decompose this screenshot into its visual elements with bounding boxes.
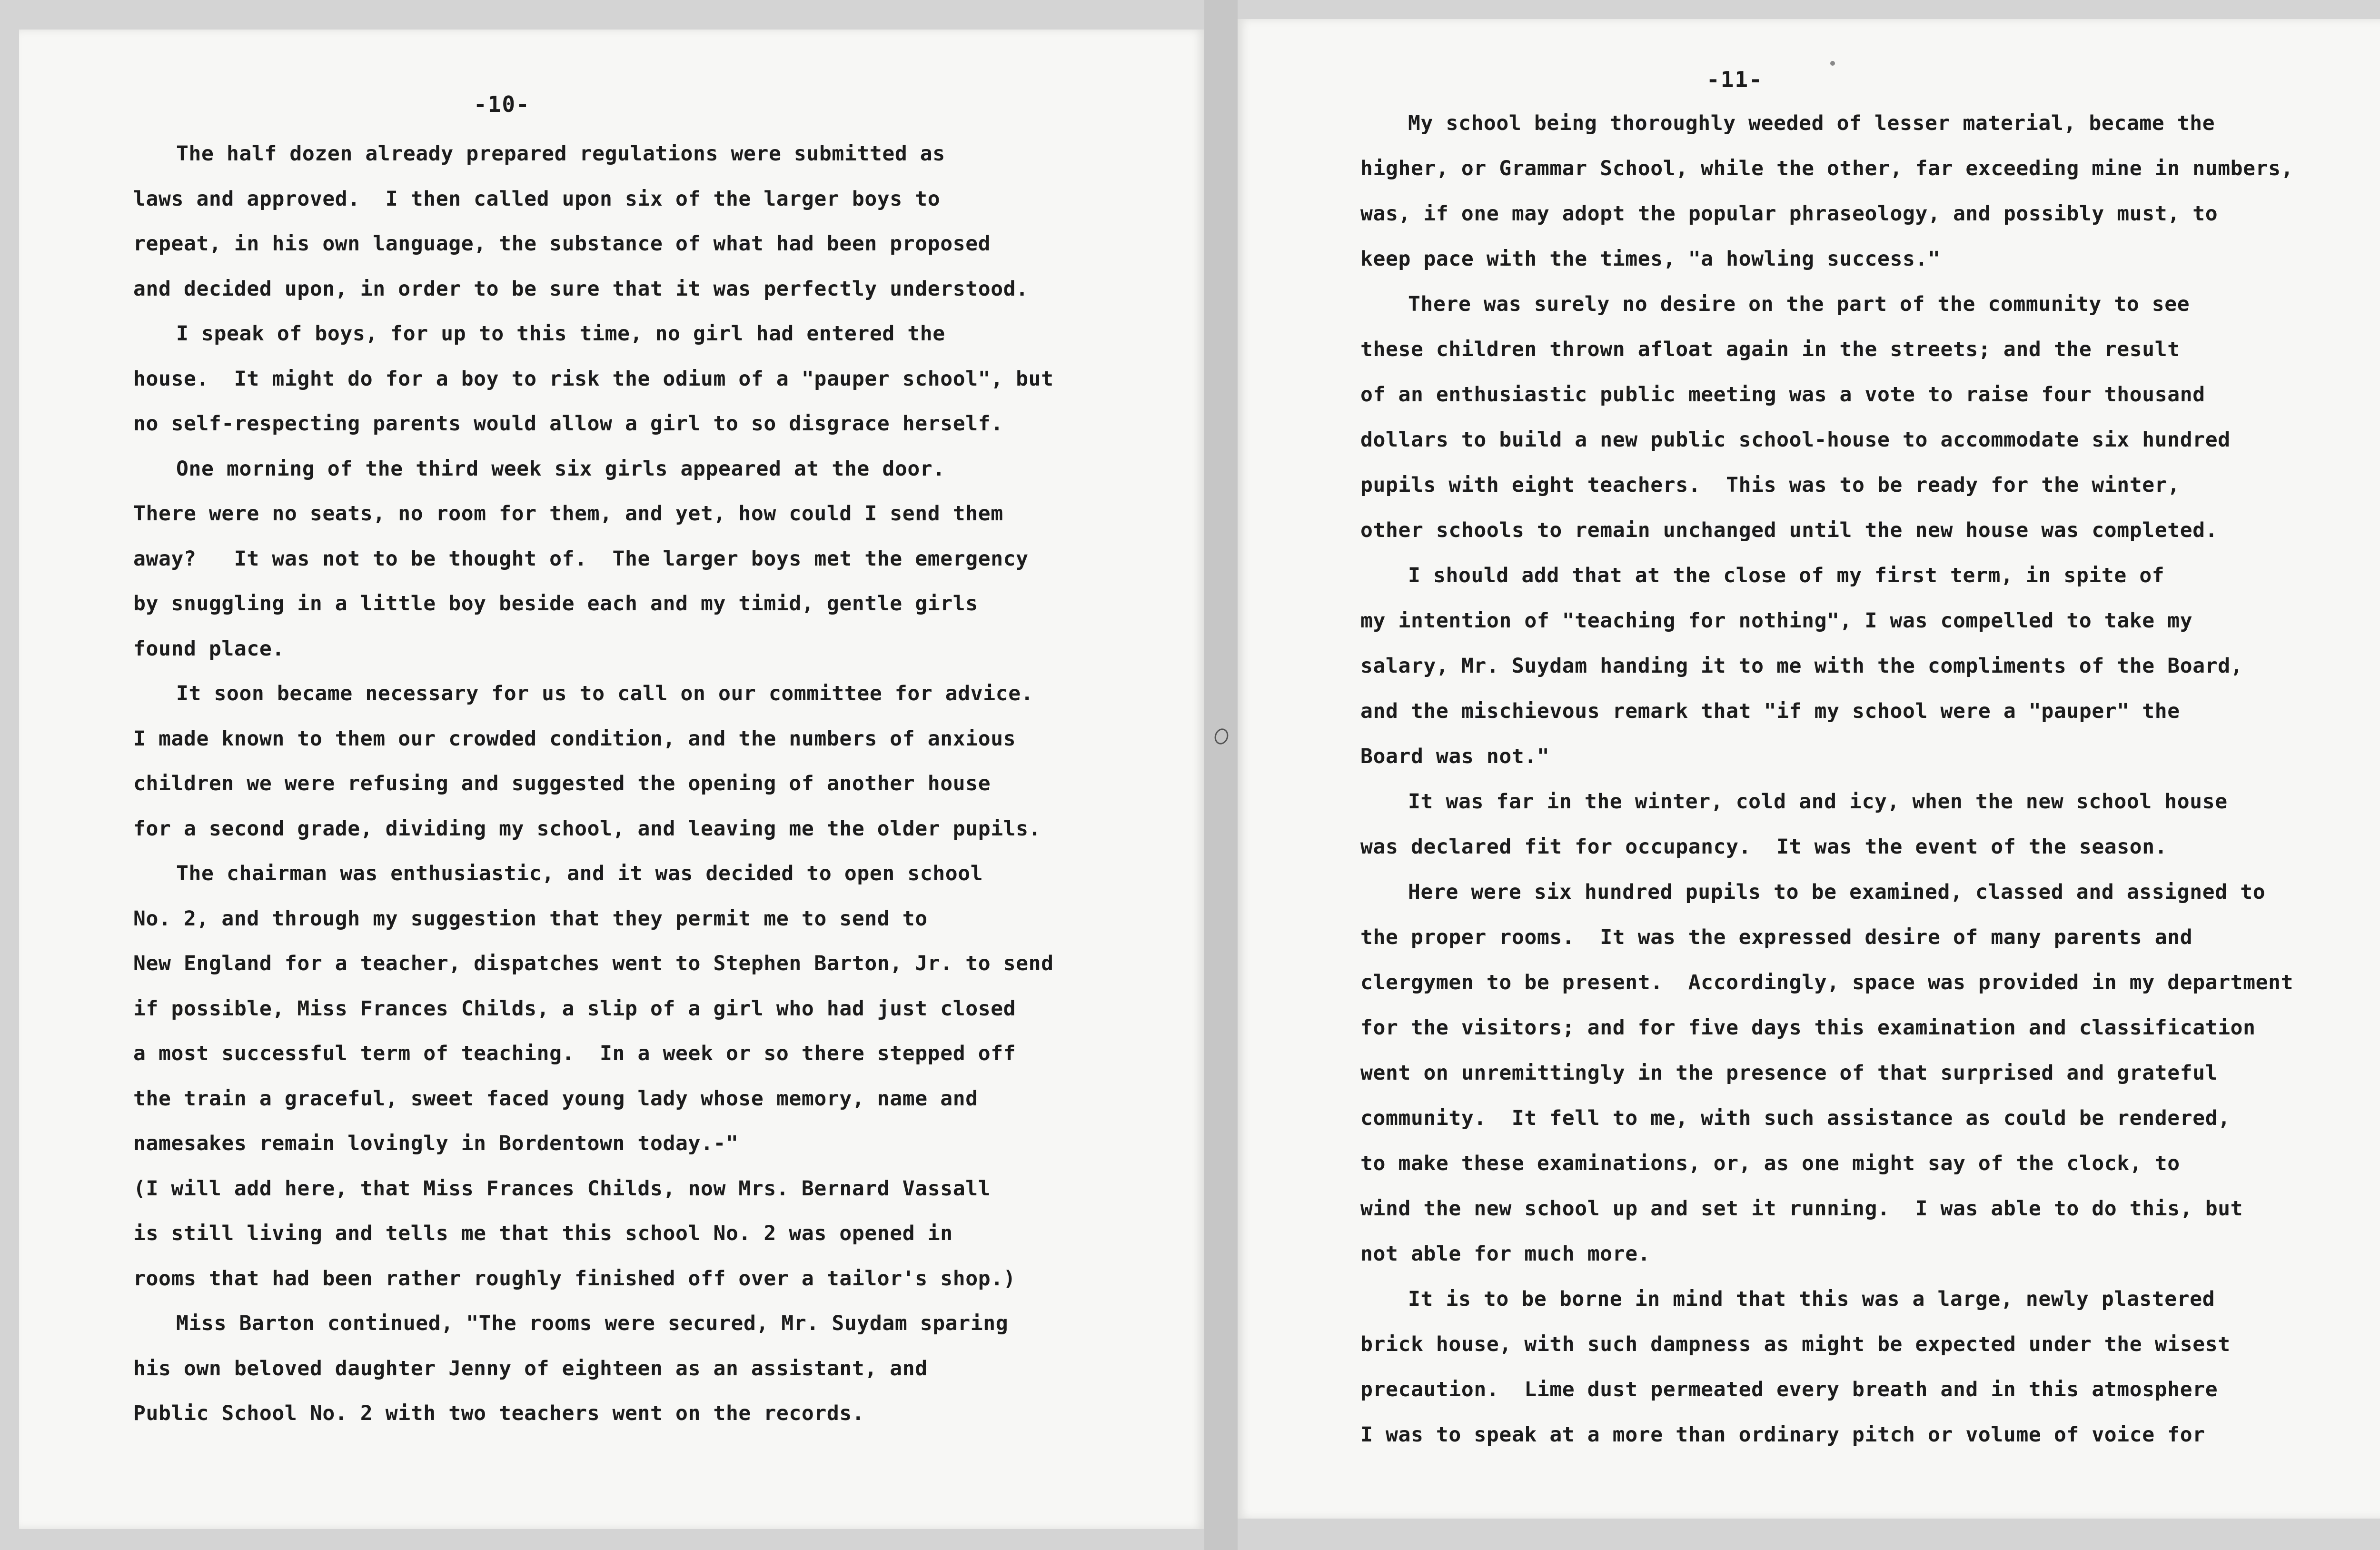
- text-line: is still living and tells me that this school No. 2 was opened in: [133, 1222, 953, 1245]
- text-line: these children thrown afloat again in the streets; and the result: [1360, 338, 2180, 361]
- text-line: other schools to remain unchanged until the new house was completed.: [1360, 518, 2218, 542]
- book-gutter: [1204, 0, 1238, 1550]
- text-line: pupils with eight teachers. This was to be ready for the winter,: [1360, 473, 2180, 497]
- text-line: and decided upon, in order to be sure that it was perfectly understood.: [133, 277, 1029, 301]
- text-line: for a second grade, dividing my school, and leaving me the older pupils.: [133, 816, 1041, 841]
- text-line: The chairman was enthusiastic, and it was decided to open school: [176, 862, 983, 885]
- text-line: was, if one may adopt the popular phraseology, and possibly must, to: [1360, 202, 2218, 226]
- text-line: I was to speak at a more than ordinary pitch or volume of voice for: [1360, 1423, 2205, 1447]
- text-line: away? It was not to be thought of. The larger boys met the emergency: [133, 546, 1029, 571]
- text-line: Here were six hundred pupils to be examined, classed and assigned to: [1408, 880, 2266, 904]
- text-line: My school being thoroughly weeded of lesser material, became the: [1408, 111, 2215, 135]
- text-line: dollars to build a new public school-house to accommodate six hundred: [1360, 428, 2231, 452]
- text-line: It soon became necessary for us to call on our committee for advice.: [176, 682, 1034, 705]
- text-line: No. 2, and through my suggestion that they permit me to send to: [133, 906, 928, 931]
- text-line: wind the new school up and set it running. I was able to do this, but: [1360, 1197, 2243, 1221]
- paper-speck: [1830, 61, 1835, 66]
- text-line: namesakes remain lovingly in Bordentown today.-": [133, 1132, 739, 1155]
- text-line: to make these examinations, or, as one might say of the clock, to: [1360, 1152, 2180, 1175]
- text-line: not able for much more.: [1360, 1242, 1651, 1266]
- left-page: [19, 30, 1204, 1529]
- text-line: One morning of the third week six girls appeared at the door.: [176, 457, 945, 481]
- text-line: The half dozen already prepared regulations were submitted as: [176, 142, 945, 166]
- right-page: [1238, 19, 2380, 1519]
- text-line: (I will add here, that Miss Frances Childs, now Mrs. Bernard Vassall: [133, 1176, 991, 1201]
- text-line: There was surely no desire on the part of the community to see: [1408, 292, 2190, 316]
- text-line: salary, Mr. Suydam handing it to me with the compliments of the Board,: [1360, 654, 2243, 678]
- text-line: of an enthusiastic public meeting was a vote to raise four thousand: [1360, 383, 2205, 407]
- text-line: repeat, in his own language, the substance of what had been proposed: [133, 232, 991, 256]
- text-line: Public School No. 2 with two teachers went on the records.: [133, 1401, 865, 1425]
- text-line: was declared fit for occupancy. It was the event of the season.: [1360, 835, 2168, 859]
- text-line: my intention of "teaching for nothing", I was compelled to take my: [1360, 609, 2193, 633]
- text-line: Miss Barton continued, "The rooms were secured, Mr. Suydam sparing: [176, 1312, 1009, 1335]
- text-line: I speak of boys, for up to this time, no girl had entered the: [176, 322, 945, 346]
- text-line: It is to be borne in mind that this was a large, newly plastered: [1408, 1287, 2215, 1311]
- text-line: I made known to them our crowded condition, and the numbers of anxious: [133, 726, 1016, 751]
- text-line: the proper rooms. It was the expressed desire of many parents and: [1360, 925, 2193, 949]
- text-line: precaution. Lime dust permeated every breath and in this atmosphere: [1360, 1378, 2218, 1401]
- text-line: keep pace with the times, "a howling success.": [1360, 247, 1941, 271]
- text-line: by snuggling in a little boy beside each and my timid, gentle girls: [133, 592, 978, 616]
- text-line: Board was not.": [1360, 745, 1550, 768]
- text-line: children we were refusing and suggested the opening of another house: [133, 772, 991, 795]
- text-line: a most successful term of teaching. In a week or so there stepped off: [133, 1042, 1016, 1065]
- text-line: no self-respecting parents would allow a girl to so disgrace herself.: [133, 412, 1003, 436]
- text-line: clergymen to be present. Accordingly, space was provided in my department: [1360, 971, 2294, 994]
- text-line: brick house, with such dampness as might be expected under the wisest: [1360, 1332, 2231, 1356]
- text-line: the train a graceful, sweet faced young lady whose memory, name and: [133, 1086, 978, 1111]
- text-line: his own beloved daughter Jenny of eighteen as an assistant, and: [133, 1356, 928, 1381]
- text-line: rooms that had been rather roughly finished off over a tailor's shop.): [133, 1266, 1016, 1291]
- right-page-number: -11-: [1706, 67, 1763, 92]
- text-line: It was far in the winter, cold and icy, when the new school house: [1408, 790, 2228, 814]
- text-line: I should add that at the close of my first term, in spite of: [1408, 564, 2165, 587]
- text-line: for the visitors; and for five days this examination and classification: [1360, 1016, 2256, 1040]
- text-line: community. It fell to me, with such assistance as could be rendered,: [1360, 1106, 2231, 1130]
- text-line: higher, or Grammar School, while the other, far exceeding mine in numbers,: [1360, 157, 2294, 180]
- text-line: There were no seats, no room for them, and yet, how could I send them: [133, 502, 1003, 526]
- left-page-number: -10-: [474, 91, 530, 117]
- text-line: laws and approved. I then called upon six of the larger boys to: [133, 187, 941, 211]
- text-line: if possible, Miss Frances Childs, a slip of a girl who had just closed: [133, 996, 1016, 1021]
- text-line: went on unremittingly in the presence of that surprised and grateful: [1360, 1061, 2218, 1085]
- text-line: found place.: [133, 636, 285, 661]
- text-line: house. It might do for a boy to risk the odium of a "pauper school", but: [133, 367, 1054, 391]
- text-line: New England for a teacher, dispatches went to Stephen Barton, Jr. to send: [133, 952, 1054, 975]
- text-line: and the mischievous remark that "if my school were a "pauper" the: [1360, 699, 2180, 723]
